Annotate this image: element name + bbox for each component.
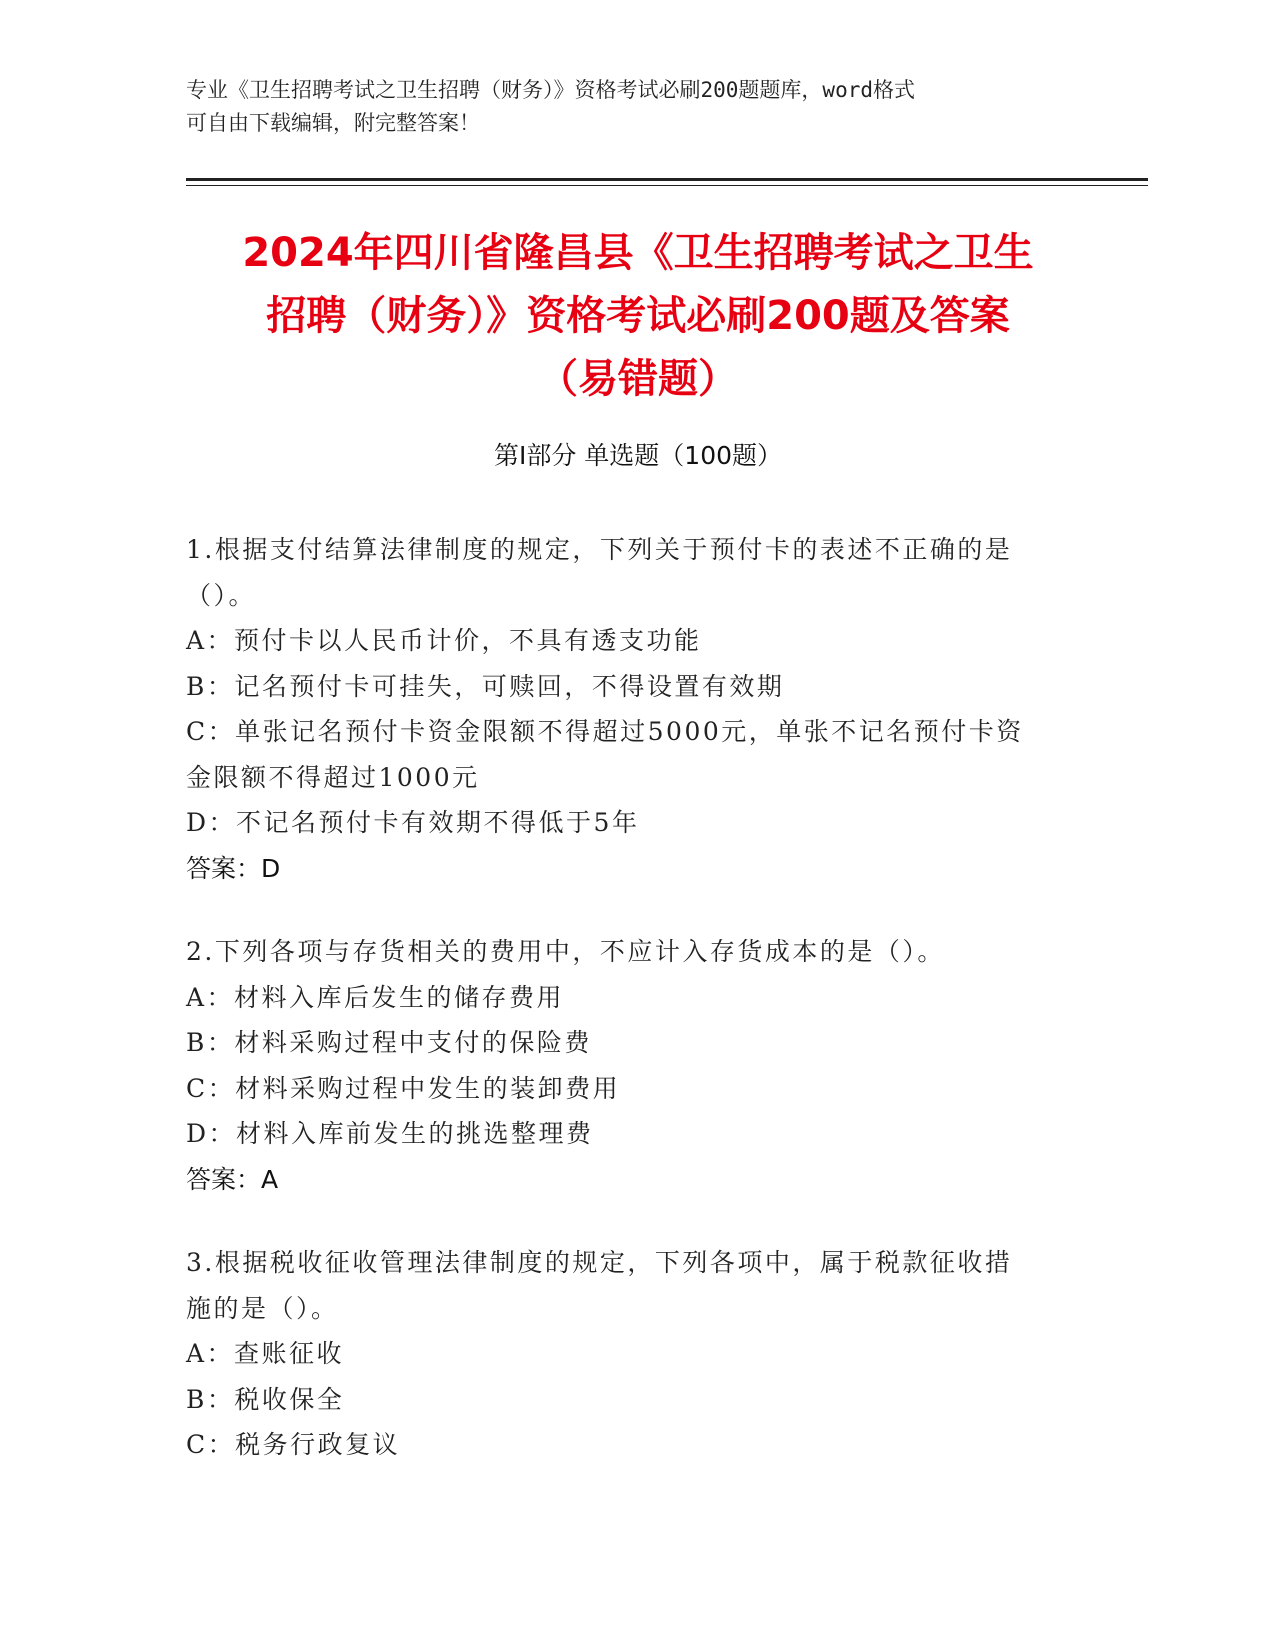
title-line: （易错题）	[538, 356, 738, 402]
document-title	[160, 222, 1116, 411]
question-stem: （）。	[186, 580, 257, 610]
option-a: A：查账征收	[186, 1339, 345, 1368]
question-stem: 2.下列各项与存货相关的费用中，不应计入存货成本的是（）。	[186, 937, 945, 966]
option-d: D：不记名预付卡有效期不得低于5年	[186, 808, 640, 837]
question-item	[186, 929, 1066, 1202]
question-item	[186, 527, 1066, 891]
header-note-line: 可自由下载编辑，附完整答案！	[186, 111, 480, 135]
option-b: B：记名预付卡可挂失，可赎回，不得设置有效期	[186, 671, 785, 701]
option-b: B：材料采购过程中支付的保险费	[186, 1028, 592, 1057]
option-c: C：单张记名预付卡资金限额不得超过5000元，单张不记名预付卡资	[186, 717, 1024, 746]
option-c: C：材料采购过程中发生的装卸费用	[186, 1073, 621, 1103]
question-stem: 施的是（）。	[186, 1293, 339, 1323]
question-stem: 3.根据税收征收管理法律制度的规定，下列各项中，属于税款征收措	[186, 1248, 1013, 1277]
question-item	[186, 1240, 1066, 1468]
header-note-line: 专业《卫生招聘考试之卫生招聘（财务）》资格考试必刷200题题库，word格式	[186, 78, 915, 102]
answer: 答案：A	[186, 1164, 279, 1194]
option-a: A：材料入库后发生的储存费用	[186, 982, 565, 1012]
option-d: D：材料入库前发生的挑选整理费	[186, 1119, 594, 1148]
answer: 答案：D	[186, 853, 281, 883]
question-stem: 1.根据支付结算法律制度的规定，下列关于预付卡的表述不正确的是	[186, 535, 1013, 564]
header-divider-thick	[186, 178, 1148, 181]
option-a: A：预付卡以人民币计价，不具有透支功能	[186, 626, 702, 655]
header-divider-thin	[186, 185, 1148, 186]
option-b: B：税收保全	[186, 1384, 345, 1414]
title-line: 2024年四川省隆昌县《卫生招聘考试之卫生	[242, 230, 1034, 276]
option-c-continued: 金限额不得超过1000元	[186, 762, 480, 792]
question-list	[186, 527, 1066, 1506]
title-line: 招聘（财务）》资格考试必刷200题及答案	[266, 293, 1010, 339]
header-note	[186, 74, 1076, 140]
section-heading: 第Ⅰ部分 单选题（100题）	[493, 441, 783, 470]
option-c: C：税务行政复议	[186, 1430, 401, 1459]
